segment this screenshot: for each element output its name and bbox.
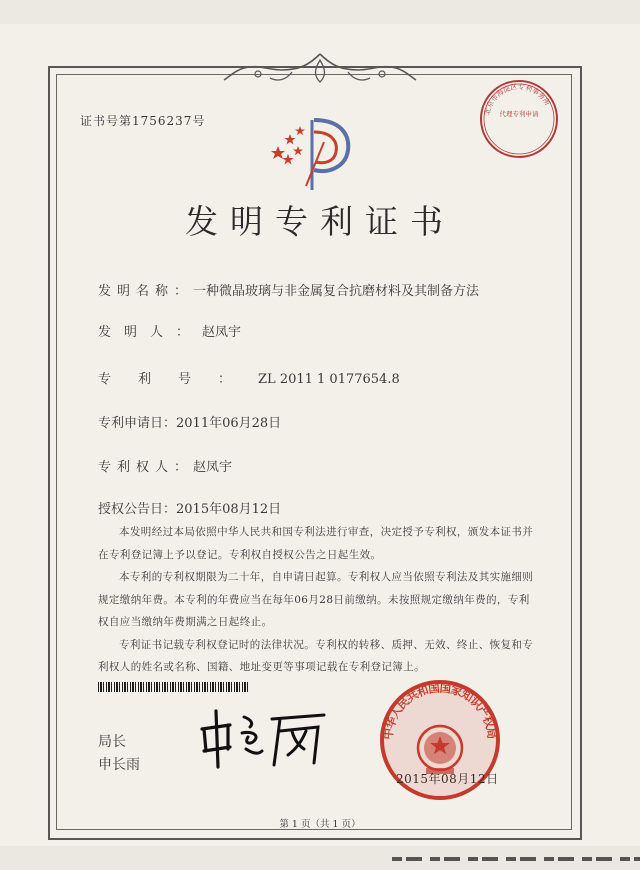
- director-title: 局长: [98, 734, 126, 750]
- svg-text:中华人民共和国国家知识产权局: 中华人民共和国国家知识产权局: [380, 680, 500, 741]
- patent-number-value: ZL 2011 1 0177654.8: [258, 372, 400, 387]
- patentee-label: 专利权人：: [98, 460, 194, 475]
- grant-date-value: 2015年08月12日: [176, 502, 282, 517]
- patentee-value: 赵凤宇: [193, 460, 233, 475]
- seal-date: 2015年08月12日: [396, 772, 499, 786]
- invention-name-label: 发明名称：: [98, 284, 194, 299]
- scan-artifact: [392, 857, 640, 861]
- page-indicator: 第 1 页（共 1 页）: [279, 819, 361, 830]
- filing-date-label: 专利申请日：: [98, 416, 177, 431]
- patent-number-label: 专利号：: [98, 372, 259, 387]
- patent-number-row: [98, 368, 400, 387]
- grant-date-label: 授权公告日：: [98, 502, 177, 517]
- invention-name-value: 一种微晶玻璃与非金属复合抗磨材料及其制备方法: [193, 284, 480, 299]
- inventor-label: 发明人：: [98, 325, 203, 340]
- body-paragraph-3: 专利证书记载专利权登记时的法律状况。专利权的转移、质押、无效、终止、恢复和专利权人的姓名或名称、国籍、地址变更等事项记载在专利登记簿上。: [98, 638, 534, 673]
- invention-name-row: [98, 280, 479, 299]
- patentee-row: [98, 456, 232, 475]
- inventor-row: [98, 321, 241, 340]
- body-paragraph-1: 本发明经过本局依照中华人民共和国专利法进行审查，决定授予专利权，颁发本证书并在专利登记簿上予以登记。专利权自授权公告之日起生效。: [98, 526, 534, 561]
- director-name: 申长雨: [98, 757, 140, 773]
- barcode: [98, 682, 250, 692]
- grant-date-row: [98, 498, 281, 517]
- top-ornament-icon: [222, 50, 418, 90]
- svg-text:北京市海淀区专利事务所: 北京市海淀区专利事务所: [483, 82, 552, 116]
- agency-seal-icon: [478, 78, 560, 160]
- filing-date-row: [98, 412, 281, 431]
- scan-top-edge: [0, 0, 640, 24]
- director-signature: [196, 705, 332, 771]
- certificate-body: [98, 521, 538, 679]
- filing-date-value: 2011年06月28日: [176, 416, 282, 431]
- certificate-title: 发明专利证书: [185, 202, 455, 241]
- body-paragraph-2: 本专利的专利权期限为二十年，自申请日起算。专利权人应当依照专利法及其实施细则规定缴纳年费。本专利的年费应当在每年06月28日前缴纳。未按照规定缴纳年费的，专利权自应当缴纳年费期满之日起终止。: [98, 571, 534, 628]
- certificate-number: 证书号第1756237号: [80, 114, 206, 128]
- inventor-value: 赵凤宇: [202, 325, 242, 340]
- patent-office-logo-icon: [262, 112, 362, 194]
- svg-text:代理专利申请: 代理专利申请: [499, 110, 539, 118]
